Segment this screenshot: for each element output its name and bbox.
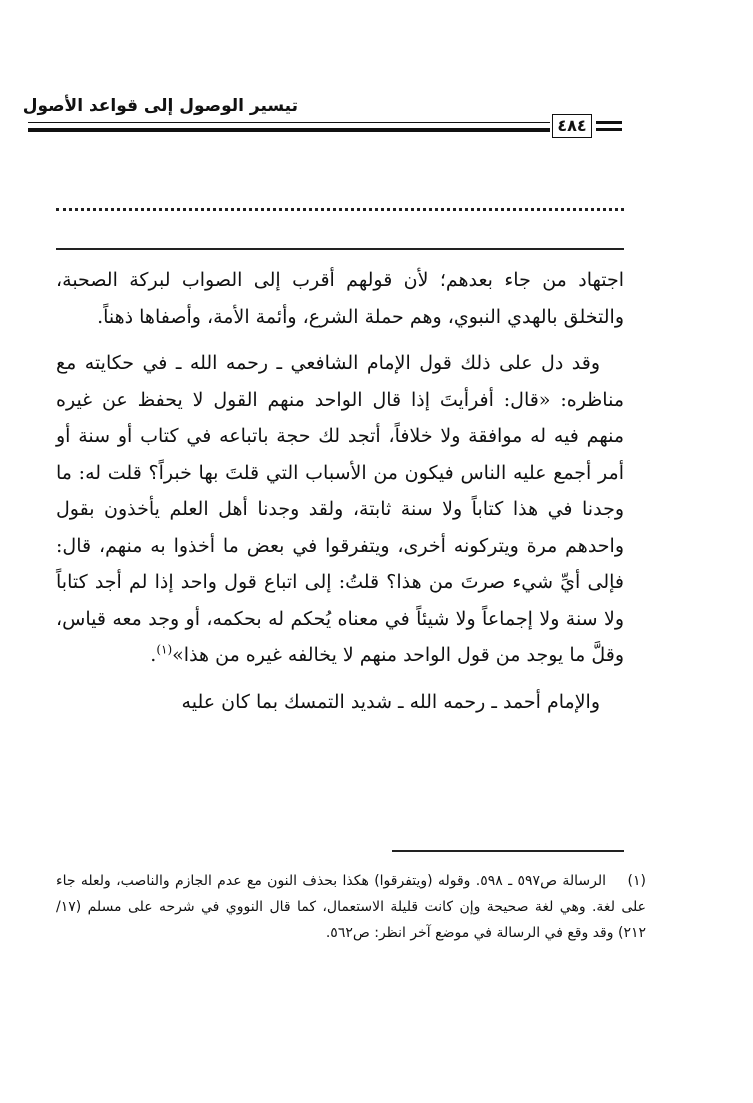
running-title: تيسير الوصول إلى قواعد الأصول — [22, 96, 298, 116]
footnote-marker: (١) — [156, 642, 173, 657]
page-number: ٤٨٤ — [552, 114, 592, 138]
paragraph-text: وقد دل على ذلك قول الإمام الشافعي ـ رحمه الله ـ في حكايته مع مناظره: «قال: أفرأيتَ إذا قال الواحد منهم القول لا يحفظ عن غيره منهم فيه له موافقة ولا خلافاً، أتجد لك حجة باتباعه في كتاب أو سنة أو أمر أجمع عليه الناس فيكون من الأسباب التي قلتَ بها خبراً؟ قلت له: ما وجدنا في هذا كتاباً ولا سنة ثابتة، ولقد وجدنا أهل العلم يأخذون بقول واحدهم مرة ويتركونه أخرى، ويتفرقوا في بعض ما أخذوا به منهم، قال: فإلى أيِّ شيء صرتَ من هذا؟ قلتُ: إلى اتباع قول واحد إذا لم أجد كتاباً ولا سنة ولا إجماعاً ولا شيئاً في معناه يُحكم له بحكمه، أو وجد معه قياس، وقلَّ ما يوجد من قول الواحد منهم لا يخالفه غيره من هذا» — [56, 352, 624, 666]
header-rule-thick — [28, 128, 550, 132]
paragraph — [56, 345, 624, 674]
footnote-number: (١) — [627, 873, 646, 889]
paragraph — [56, 262, 624, 335]
paragraph-text: اجتهاد من جاء بعدهم؛ لأن قولهم أقرب إلى الصواب لبركة الصحبة، والتخلق بالهدي النبوي، وهم حملة الشرع، وأئمة الأمة، وأصفاها ذهناً. — [56, 269, 624, 328]
section-rule — [56, 248, 624, 250]
main-text — [56, 262, 624, 720]
header-rule-right-upper — [596, 121, 622, 124]
header-rule-right-lower — [596, 128, 622, 131]
dotted-separator — [56, 208, 624, 223]
paragraph-text: والإمام أحمد ـ رحمه الله ـ شديد التمسك بما كان عليه — [181, 690, 600, 713]
footnote — [56, 868, 646, 946]
footnote-rule — [392, 850, 624, 852]
header-rule-thin — [28, 122, 550, 123]
paragraph — [56, 684, 624, 721]
footnote-text: الرسالة ص٥٩٧ ـ ٥٩٨. وقوله (ويتفرقوا) هكذا بحذف النون مع عدم الجازم والناصب، ولعله جاء على لغة. وهي لغة صحيحة وإن كانت قليلة الاستعمال، كما قال النووي في شرحه على مسلم (١٧/ ٢١٢) وقد وقع في الرسالة في موضع آخر انظر: ص٥٦٢. — [56, 873, 646, 941]
paragraph-end-mark: . — [150, 644, 157, 666]
